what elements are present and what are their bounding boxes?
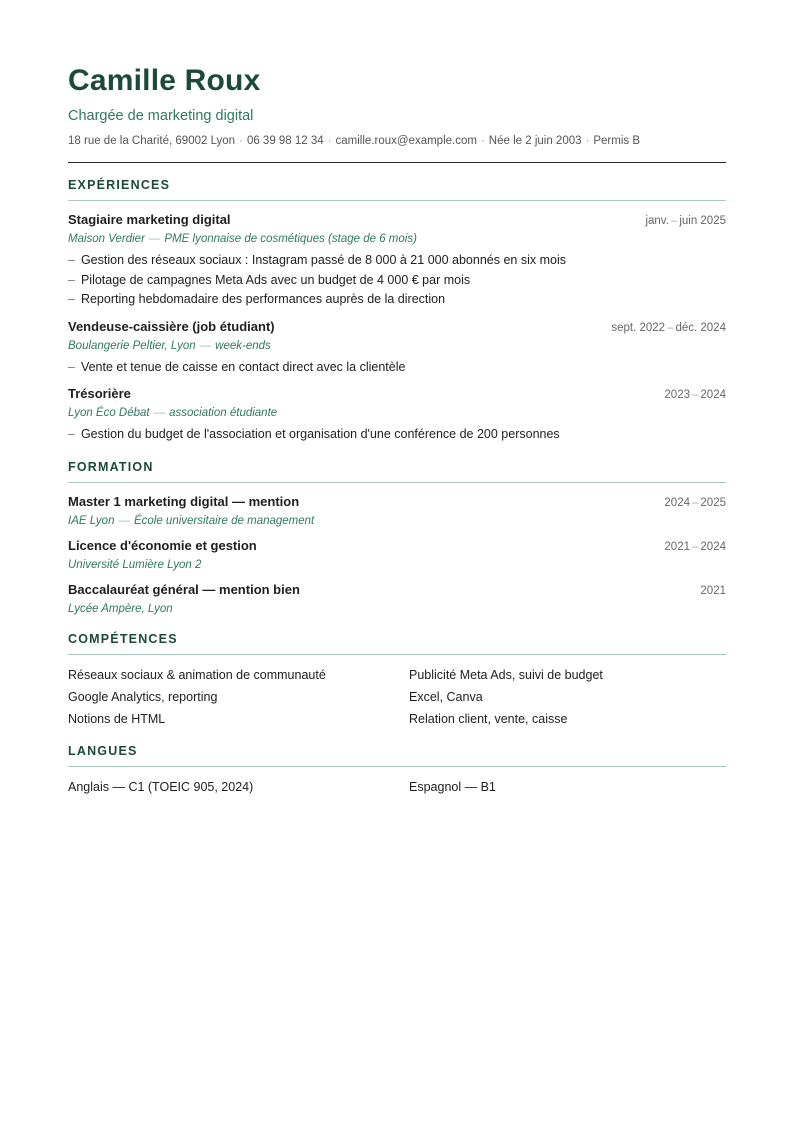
education-entry (68, 537, 726, 573)
entry-date: 2021 (700, 584, 726, 597)
skill-item: Excel, Canva (409, 689, 483, 704)
bullet-item: – Gestion du budget de l'association et organisation d'une conférence de 200 personnes (68, 427, 560, 441)
entry-degree: Master 1 marketing digital — mention (68, 493, 300, 509)
education-entry (68, 493, 726, 529)
language-item: Anglais — C1 (TOEIC 905, 2024) (68, 779, 254, 794)
entry-organization: Boulangerie Peltier, Lyon — week-ends (68, 339, 271, 352)
skills-grid (68, 655, 726, 729)
separator: · (239, 135, 243, 147)
education-section (68, 459, 726, 617)
experience-entry (68, 318, 726, 378)
entry-date: 2024 – 2025 (664, 496, 726, 509)
bullet-item: – Vente et tenue de caisse en contact direct avec la clientèle (68, 359, 406, 374)
header-divider (68, 162, 726, 163)
entry-date: sept. 2022 – déc. 2024 (611, 321, 726, 334)
entry-role: Vendeuse-caissière (job étudiant) (68, 318, 275, 334)
experience-entry (68, 211, 726, 310)
bullet-item: – Pilotage de campagnes Meta Ads avec un budget de 4 000 € par mois (68, 272, 471, 287)
bullet-item: – Reporting hebdomadaire des performances auprès de la direction (68, 292, 446, 306)
languages-section (68, 743, 726, 797)
contact-address: 18 rue de la Charité, 69002 Lyon (68, 135, 236, 147)
entry-school: Université Lumière Lyon 2 (68, 558, 202, 571)
contact-license: Permis B (593, 135, 641, 147)
entry-bullets (68, 251, 726, 310)
entry-bullets (68, 425, 726, 445)
experience-entry (68, 385, 726, 445)
entry-degree: Licence d'économie et gestion (68, 537, 257, 553)
entry-date: janv. – juin 2025 (645, 215, 726, 227)
skill-item: Relation client, vente, caisse (409, 711, 568, 726)
contact-email: camille.roux@example.com (335, 135, 477, 147)
education-entry (68, 581, 726, 617)
section-title-skills: COMPÉTENCES (68, 631, 726, 655)
separator: · (585, 135, 590, 147)
section-title-education: FORMATION (68, 459, 726, 483)
resume-header (68, 62, 726, 149)
section-title-experience: EXPÉRIENCES (68, 177, 726, 201)
contact-phone: 06 39 98 12 34 (246, 135, 324, 147)
experience-section (68, 177, 726, 445)
skill-item: Google Analytics, reporting (68, 689, 218, 704)
entry-role: Stagiaire marketing digital (68, 212, 231, 227)
skills-section (68, 631, 726, 729)
separator: · (327, 135, 332, 147)
skill-item: Réseaux sociaux & animation de communauté (68, 667, 326, 682)
job-title: Chargée de marketing digital (68, 108, 254, 124)
contact-line (68, 133, 726, 149)
entry-degree: Baccalauréat général — mention bien (68, 581, 300, 597)
section-title-languages: LANGUES (68, 743, 726, 767)
entry-date: 2023 – 2024 (664, 389, 726, 401)
entry-school: IAE Lyon — École universitaire de management (68, 514, 315, 527)
entry-role: Trésorière (68, 386, 131, 401)
candidate-name: Camille Roux (68, 64, 261, 97)
separator: · (480, 135, 485, 147)
entry-bullets (68, 358, 726, 378)
languages-grid (68, 767, 726, 797)
bullet-item: – Gestion des réseaux sociaux : Instagram passé de 8 000 à 21 000 abonnés en six mois (68, 253, 566, 267)
skill-item: Publicité Meta Ads, suivi de budget (409, 667, 603, 682)
language-item: Espagnol — B1 (409, 779, 496, 794)
entry-organization: Lyon Éco Débat — association étudiante (68, 407, 278, 419)
skill-item: Notions de HTML (68, 711, 166, 726)
entry-date: 2021 – 2024 (664, 540, 726, 553)
contact-birthdate: Née le 2 juin 2003 (488, 135, 582, 147)
entry-organization: Maison Verdier — PME lyonnaise de cosmétiques (stage de 6 mois) (68, 233, 417, 245)
entry-school: Lycée Ampère, Lyon (68, 602, 173, 615)
